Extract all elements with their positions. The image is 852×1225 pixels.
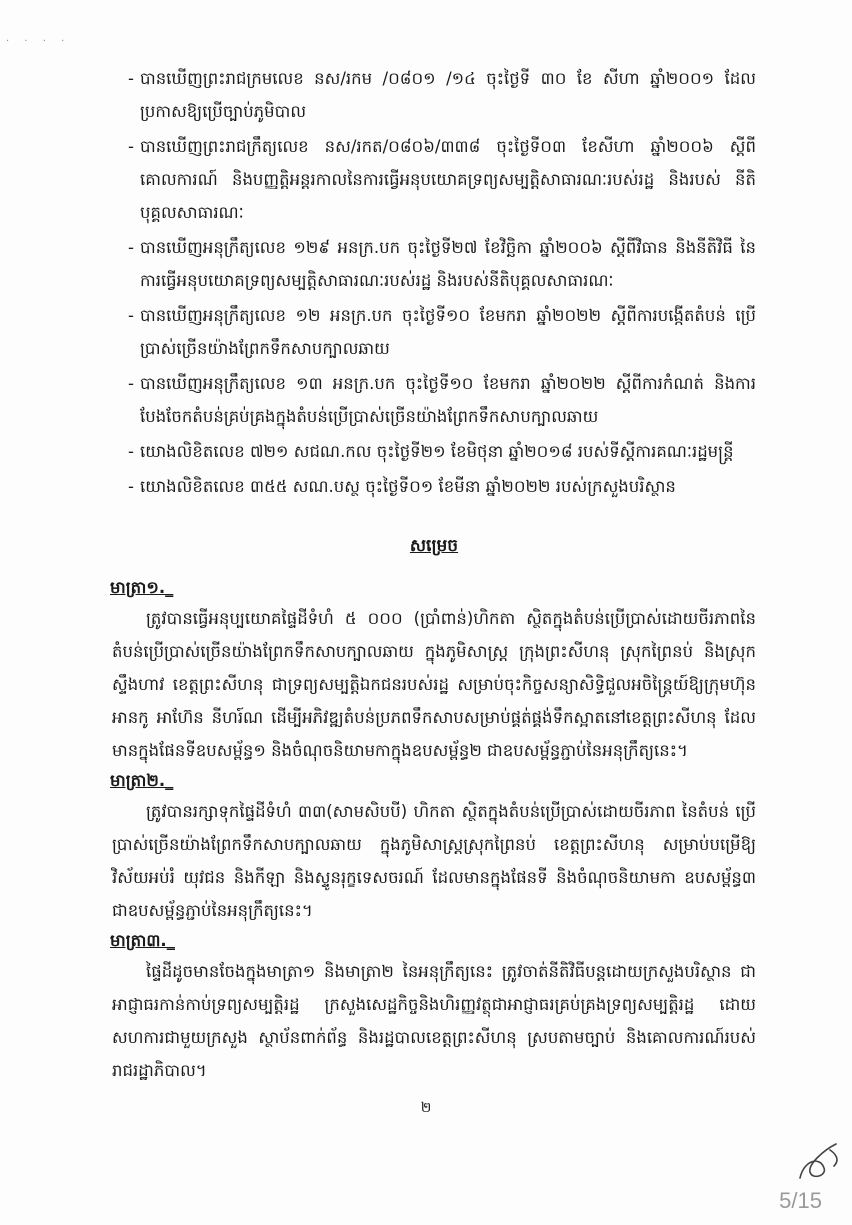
article-3 xyxy=(112,927,756,1087)
preamble-text: បានឃើញអនុក្រឹត្យលេខ ១២៩ អនក្រ.បក ចុះថ្ងៃទី២៧ ខែវិច្ឆិកា ឆ្នាំ២០០៦ ស្តីពីវិធាន និងនីតិវិធី នៃការធ្វើអនុបយោគទ្រព្យសម្បត្តិសាធារណៈរបស់រដ្ឋ និងរបស់នីតិបុគ្គលសាធារណៈ xyxy=(140,238,756,290)
document-content xyxy=(112,62,756,1087)
article-1 xyxy=(112,574,756,767)
scan-specks: · · · · xyxy=(6,36,71,47)
decision-title: សម្រេច xyxy=(409,536,459,556)
preamble-item xyxy=(112,231,756,297)
handwritten-initial-mark xyxy=(790,1130,850,1190)
article-2 xyxy=(112,767,756,927)
article-heading: មាត្រា៣._ xyxy=(110,931,175,950)
preamble-list xyxy=(112,62,756,503)
article-body: ផ្ទៃដីដូចមានចែងក្នុងមាត្រា១ និងមាត្រា២ នៃអនុក្រឹត្យនេះ ត្រូវចាត់នីតិវិធីបន្តដោយក្រសួងបរិស្ថាន ជាអាជ្ញាធរកាន់កាប់ទ្រព្យសម្បត្តិរដ្ឋ ក្រសួងសេដ្ឋកិច្ចនិងហិរញ្ញវត្ថុជាអាជ្ញាធរគ្រប់គ្រងទ្រព្យសម្បត្តិរដ្ឋ ដោយ សហការជាមួយក្រសួង ស្ថាប័នពាក់ព័ន្ធ និងរដ្ឋបាលខេត្តព្រះសីហនុ ស្របតាមច្បាប់ និងគោលការណ៍របស់ រាជរដ្ឋាភិបាល។ xyxy=(112,962,756,1080)
preamble-item xyxy=(112,130,756,229)
preamble-item xyxy=(112,470,756,503)
bullet-dash: - xyxy=(128,238,134,257)
article-heading: មាត្រា១._ xyxy=(110,578,174,597)
preamble-item xyxy=(112,62,756,128)
bullet-dash: - xyxy=(128,137,134,156)
preamble-item xyxy=(112,367,756,433)
article-heading: មាត្រា២._ xyxy=(110,771,174,790)
page-number: ២ xyxy=(420,1100,432,1116)
preamble-text: បានឃើញព្រះរាជក្រមលេខ នស/រកម /០៨០១ /១៤ ចុះថ្ងៃទី ៣០ ខែ សីហា ឆ្នាំ២០០១ ដែល ប្រកាសឱ្យប្រើច្បាប់ភូមិបាល xyxy=(140,69,756,121)
article-body: ត្រូវបានរក្សាទុកផ្ទៃដីទំហំ ៣៣(សាមសិបបី) ហិកតា ស្ថិតក្នុងតំបន់ប្រើប្រាស់ដោយចីរភាព នៃតំបន់ ប្រើប្រាស់ច្រើនយ៉ាងព្រែកទឹកសាបក្បាលឆាយ ក្នុងភូមិសាស្ត្រស្រុកព្រៃនប់ ខេត្តព្រះសីហនុ សម្រាប់បម្រើឱ្យ វិស័យអប់រំ យុវជន និងកីឡា និងស្ទូនរុក្ខទេសចរណ៍ ដែលមានក្នុងផែនទី និងចំណុចនិយាមកា ឧបសម្ព័ន្ធ៣ ជាឧបសម្ព័ន្ធភ្ជាប់នៃអនុក្រឹត្យនេះ។ xyxy=(112,802,756,920)
preamble-text: បានឃើញអនុក្រឹត្យលេខ ១២ អនក្រ.បក ចុះថ្ងៃទី១០ ខែមករា ឆ្នាំ២០២២ ស្តីពីការបង្កើតតំបន់ ប្រើប្រាស់ច្រើនយ៉ាងព្រែកទឹកសាបក្បាលឆាយ xyxy=(140,306,756,358)
bullet-dash: - xyxy=(128,374,134,393)
preamble-item xyxy=(112,299,756,365)
bullet-dash: - xyxy=(128,69,134,88)
preamble-text: យោងលិខិតលេខ ៧២១ សជណ.កល ចុះថ្ងៃទី២១ ខែមិថុនា ឆ្នាំ២០១៨ របស់ទីស្តីការគណៈរដ្ឋមន្ត្រី xyxy=(140,442,734,461)
preamble-item xyxy=(112,435,756,468)
preamble-text: បានឃើញអនុក្រឹត្យលេខ ១៣ អនក្រ.បក ចុះថ្ងៃទី១០ ខែមករា ឆ្នាំ២០២២ ស្តីពីការកំណត់ និងការ បែងចែកតំបន់គ្រប់គ្រងក្នុងតំបន់ប្រើប្រាស់ច្រើនយ៉ាងព្រែកទឹកសាបក្បាលឆាយ xyxy=(140,374,756,426)
article-body: ត្រូវបានធ្វើអនុប្បយោគផ្ទៃដីទំហំ ៥ ០០០ (ប្រាំពាន់)ហិកតា ស្ថិតក្នុងតំបន់ប្រើប្រាស់ដោយចីរភាពនៃ តំបន់ប្រើប្រាស់ច្រើនយ៉ាងព្រែកទឹកសាបក្បាលឆាយ ក្នុងភូមិសាស្ត្រ ក្រុងព្រះសីហនុ ស្រុកព្រៃនប់ និងស្រុក ស្ទឹងហាវ ខេត្តព្រះសីហនុ ជាទ្រព្យសម្បត្តិឯកជនរបស់រដ្ឋ សម្រាប់ចុះកិច្ចសន្យាសិទ្ធិជួលអចិន្ត្រៃយ៍ឱ្យក្រុមហ៊ុន អានកូ អាហ៊ែន នីហរ៍ណ ដើម្បីអភិវឌ្ឍតំបន់ប្រភពទឹកសាបសម្រាប់ផ្គត់ផ្គង់ទឹកស្អាតនៅខេត្តព្រះសីហនុ ដែល មានក្នុងផែនទីឧបសម្ព័ន្ធ១ និងចំណុចនិយាមកាក្នុងឧបសម្ព័ន្ធ២ ជាឧបសម្ព័ន្ធភ្ជាប់នៃអនុក្រឹត្យនេះ។ xyxy=(112,609,756,760)
bullet-dash: - xyxy=(128,442,134,461)
bullet-dash: - xyxy=(128,306,134,325)
preamble-text: យោងលិខិតលេខ ៣៥៥ សណ.បស្ថ ចុះថ្ងៃទី០១ ខែមីនា ឆ្នាំ២០២២ របស់ក្រសួងបរិស្ថាន xyxy=(140,477,676,496)
page-counter: 5/15 xyxy=(779,1188,822,1213)
preamble-text: បានឃើញព្រះរាជក្រឹត្យលេខ នស/រកត/០៨០៦/៣៣៨ ចុះថ្ងៃទី០៣ ខែសីហា ឆ្នាំ២០០៦ ស្តីពី គោលការណ៍ និងបញ្ញត្តិអន្តរកាលនៃការធ្វើអនុបយោគទ្រព្យសម្បត្តិសាធារណៈរបស់រដ្ឋ និងរបស់ នីតិបុគ្គលសាធារណៈ xyxy=(140,137,756,222)
bullet-dash: - xyxy=(128,477,134,496)
